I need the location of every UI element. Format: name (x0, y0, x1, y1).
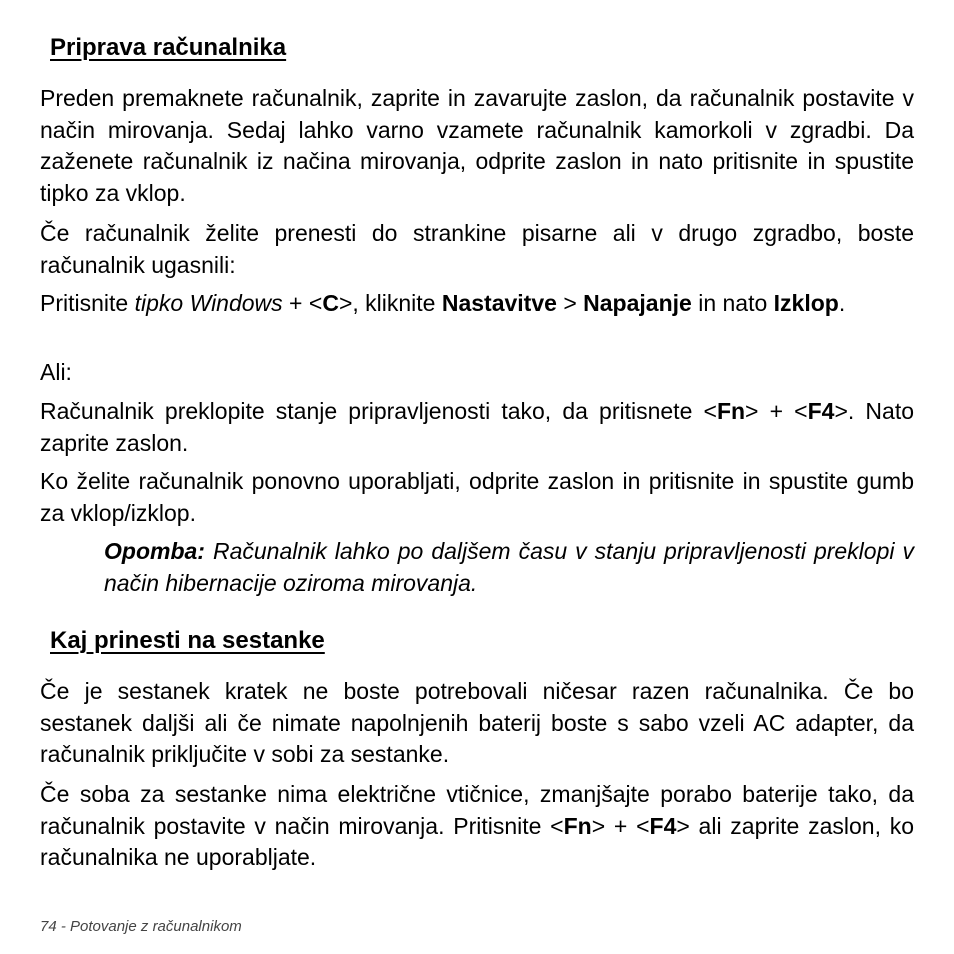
paragraph-sestanki-1: Če je sestanek kratek ne boste potrebovali ničesar razen računalnika. Če bo sestanek daljši ali če nimate napolnjenih baterij boste s sabo vzeli AC adapter, da računalnik priključite v sobi za sestanke. (40, 678, 914, 767)
key-f4-text: F4 (807, 398, 835, 424)
paragraph-priprava-1: Preden premaknete računalnik, zaprite in zavarujte zaslon, da računalnik postavite v način mirovanja. Sedaj lahko varno vzamete računalnik kamorkoli v zgradbi. Da zaženete računalnik iz načina mirovanja, odprite zaslon in nato pritisnite in spustite tipko za vklop. (40, 85, 914, 206)
paragraph-resume: Ko želite računalnik ponovno uporabljati, odprite zaslon in pritisnite in spustite gumb za vklop/izklop. (40, 468, 914, 526)
paragraph-shutdown-instructions (40, 288, 914, 320)
key-fn-text: Fn (563, 812, 592, 839)
text-segment: > + < (591, 812, 650, 839)
text-segment: Če soba za sestanke nima električne vtičnice, zmanjšajte porabo baterije tako, da računalnik postavite v način mirovanja. Pritisnite < (40, 781, 914, 839)
text-segment: > + < (745, 398, 808, 424)
key-f4-text: F4 (649, 812, 677, 839)
paragraph-priprava-2: Če računalnik želite prenesti do strankine pisarne ali v drugo zgradbo, boste računalnik ugasnili: (40, 220, 914, 278)
section-heading-sestanki: Kaj prinesti na sestanke (50, 627, 325, 654)
text-segment: Pritisnite (40, 290, 135, 316)
shutdown-text: Izklop (773, 290, 839, 316)
text-segment: > ali zaprite zaslon, ko računalnika ne uporabljate. (40, 812, 915, 870)
key-fn-text: Fn (716, 398, 746, 424)
text-segment: >. Nato zaprite zaslon. (40, 398, 915, 456)
windows-key-text: tipko Windows (134, 290, 283, 316)
note-text: Računalnik lahko po daljšem času v stanju pripravljenosti preklopi v način hibernacije oziroma mirovanja. (104, 538, 914, 596)
note-block (104, 536, 914, 599)
text-segment: in nato (691, 290, 774, 316)
paragraph-standby-instructions (40, 396, 914, 459)
text-segment: Računalnik preklopite stanje pripravljenosti tako, da pritisnete < (40, 398, 717, 424)
paragraph-ali: Ali: (40, 359, 72, 385)
note-label: Opomba: (104, 538, 205, 564)
section-heading-priprava: Priprava računalnika (50, 34, 287, 61)
paragraph-sestanki-2 (40, 779, 914, 874)
text-segment: + < (282, 290, 323, 316)
page-footer: 74 - Potovanje z računalnikom (40, 918, 242, 935)
settings-text: Nastavitve (441, 290, 557, 316)
text-segment: >, kliknite (338, 290, 442, 316)
key-c-text: C (322, 290, 339, 316)
text-segment: > (556, 290, 584, 316)
text-segment: . (838, 290, 846, 316)
power-text: Napajanje (583, 290, 692, 316)
